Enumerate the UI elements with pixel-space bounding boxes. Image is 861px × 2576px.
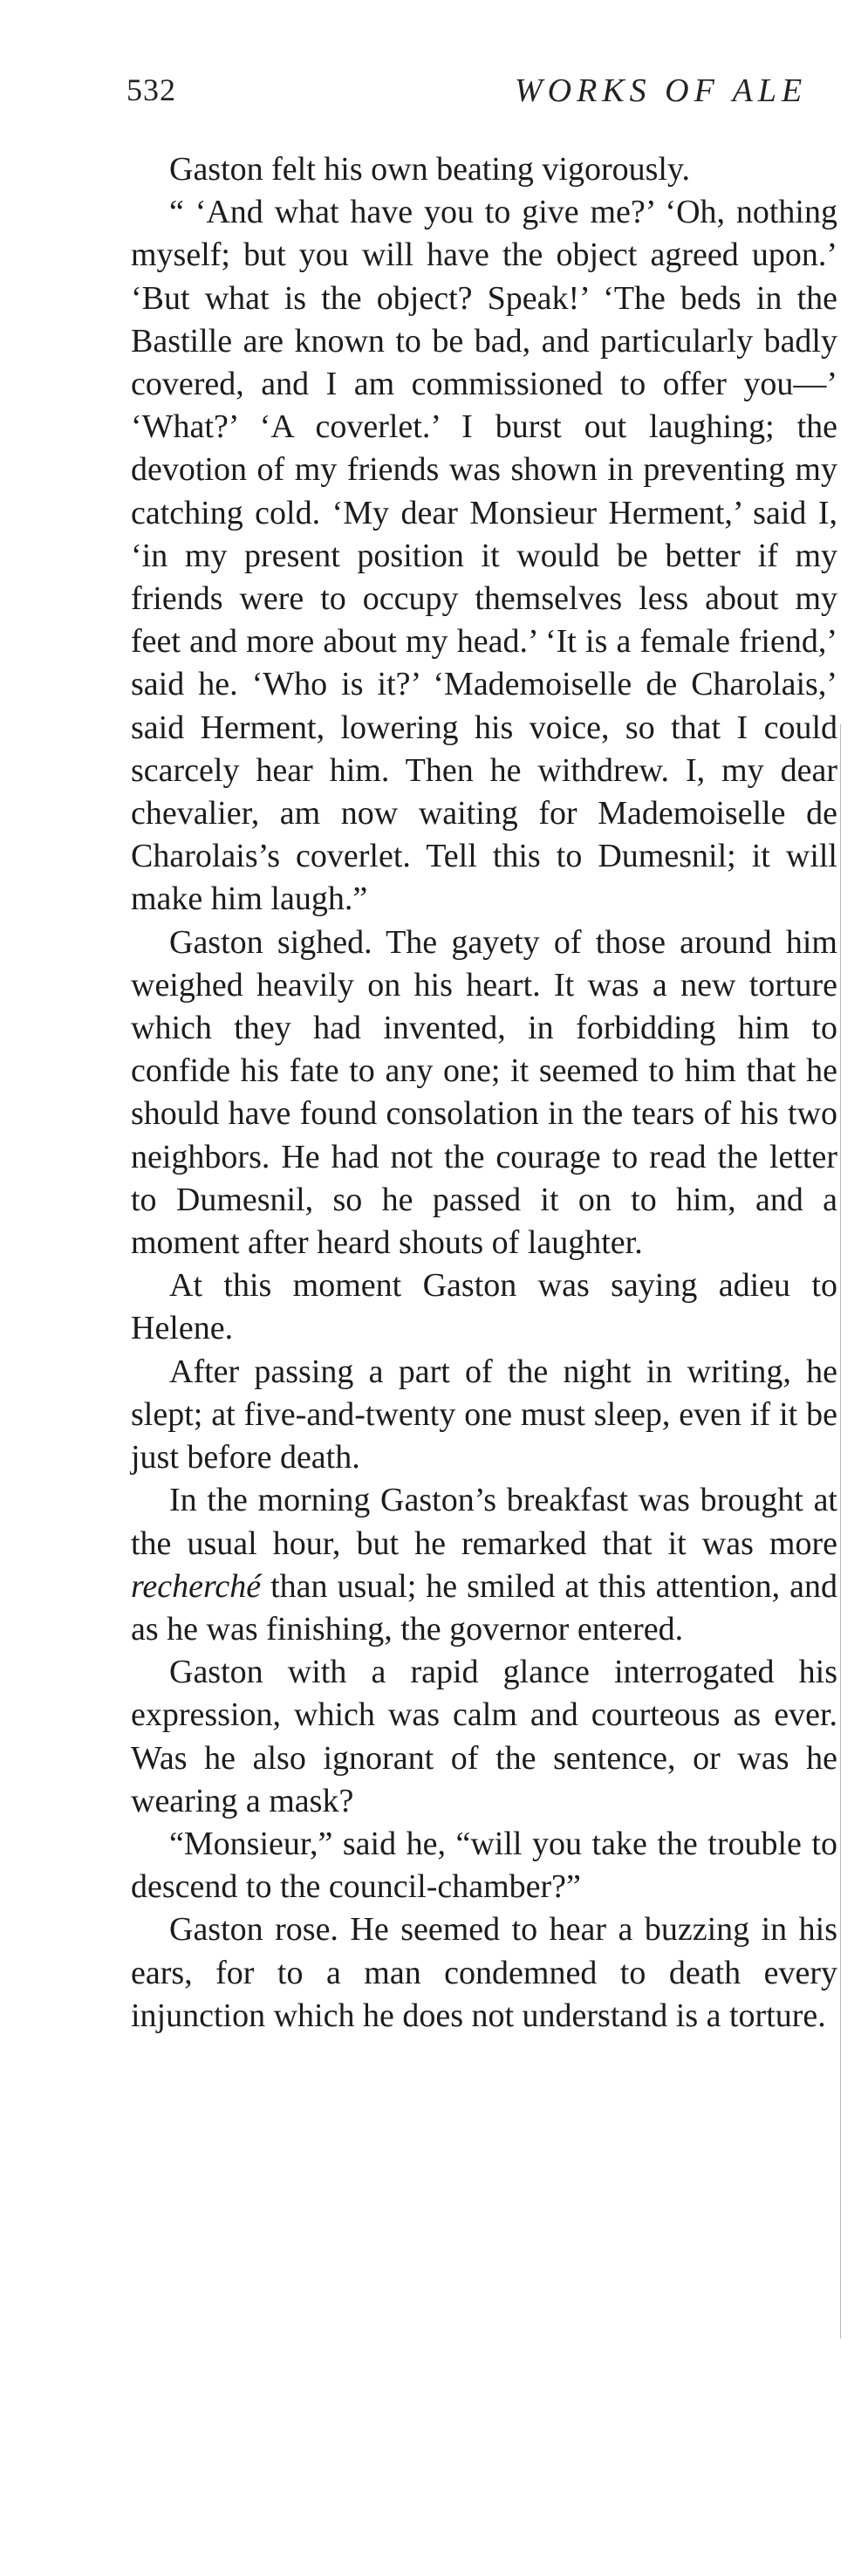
paragraph bbox=[131, 1479, 837, 1651]
page-edge-line bbox=[840, 724, 841, 2339]
paragraph: Gaston felt his own beating vigorously. bbox=[169, 151, 691, 188]
paragraph: “Monsieur,” said he, “will you take the trouble to descend to the council-chamber?” bbox=[131, 1825, 837, 1906]
page-header bbox=[126, 72, 861, 124]
body-text bbox=[131, 148, 837, 2038]
emphasized-word: recherché bbox=[131, 1567, 262, 1605]
paragraph: Gaston sighed. The gayety of those around him weighed heavily on his heart. It was a new torture which they had invented, in forbidding him to confide his fate to any one; it seemed to him that he should have found consolation in the tears of his two neighbors. He had not the courage to read the letter to Dumesnil, so he passed it on to him, and a moment after heard shouts of laughter. bbox=[131, 923, 837, 1262]
paragraph: Gaston rose. He seemed to hear a buzzing in his ears, for to a man condemned to death every injunction which he does not understand is a torture. bbox=[131, 1911, 837, 2034]
paragraph: After passing a part of the night in writing, he slept; at five-and-twenty one must sleep, even if it be just before death. bbox=[131, 1353, 837, 1476]
paragraph: At this moment Gaston was saying adieu to Helene. bbox=[131, 1267, 837, 1347]
running-title: WORKS OF ALE bbox=[515, 72, 808, 109]
page-number: 532 bbox=[126, 72, 176, 107]
paragraph-text: than usual; he smiled at this attention, and as he was finishing, the governor entered. bbox=[131, 1567, 837, 1648]
paragraph: Gaston with a rapid glance interrogated his expression, which was calm and courteous as ever. Was he also ignorant of the sentence, or was he wearing a mask? bbox=[131, 1654, 837, 1819]
paragraph-text: In the morning Gaston’s breakfast was brought at the usual hour, but he remarked that it was more bbox=[131, 1482, 837, 1562]
paragraph: “ ‘And what have you to give me?’ ‘Oh, nothing myself; but you will have the object agreed upon.’ ‘But what is the object? Speak!’ ‘The beds in the Bastille are known to be bad, and particularly badly covered, and I am commissioned to offer you—’ ‘What?’ ‘A coverlet.’ I burst out laughing; the devotion of my friends was shown in preventing my catching cold. ‘My dear Monsieur Herment,’ said I, ‘in my present position it would be better if my friends were to occupy themselves less about my feet and more about my head.’ ‘It is a female friend,’ said he. ‘Who is it?’ ‘Mademoiselle de Charolais,’ said Herment, lowering his voice, so that I could scarcely hear him. Then he withdrew. I, my dear chevalier, am now waiting for Mademoiselle de Charolais’s coverlet. Tell this to Dumesnil; it will make him laugh.” bbox=[131, 194, 837, 918]
